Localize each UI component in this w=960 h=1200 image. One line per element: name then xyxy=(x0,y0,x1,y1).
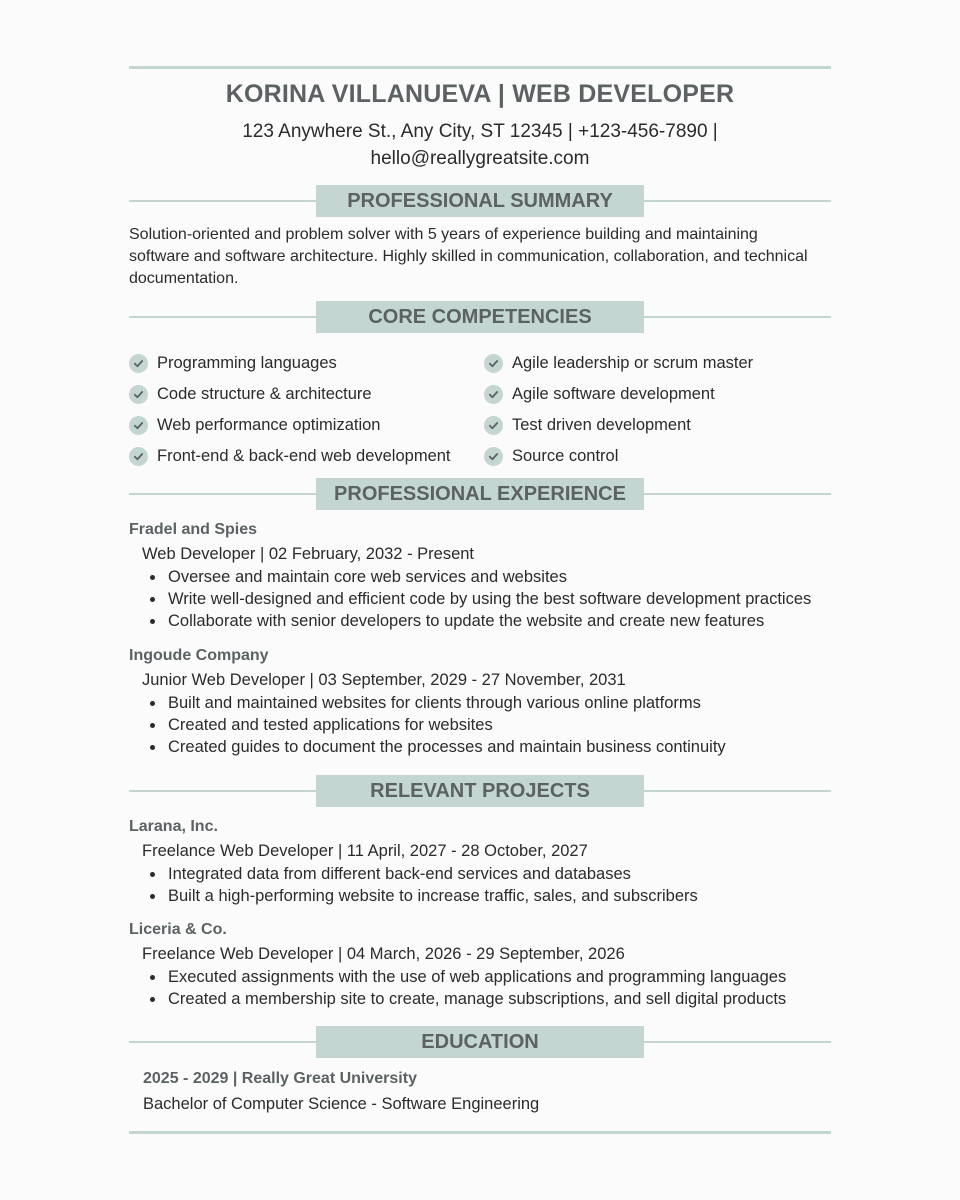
duty-item: Write well-designed and efficient code by using the best software development practices xyxy=(168,588,839,610)
job-role-dates: Web Developer | 02 February, 2032 - Present xyxy=(142,545,475,563)
duty-item: Created and tested applications for websites xyxy=(168,714,839,736)
check-circle-icon xyxy=(129,416,148,435)
bottom-divider xyxy=(129,1131,831,1134)
education-years-school: 2025 - 2029 | Really Great University xyxy=(143,1070,417,1087)
duty-item: Collaborate with senior developers to update the website and create new features xyxy=(168,610,839,632)
competency-item xyxy=(484,379,824,410)
project-tasks-list xyxy=(129,863,839,907)
contact-line-email: hello@reallygreatsite.com xyxy=(370,148,590,169)
client-name: Larana, Inc. xyxy=(129,818,218,835)
summary-text xyxy=(129,224,835,290)
competency-label: Code structure & architecture xyxy=(157,385,372,403)
section-title: PROFESSIONAL SUMMARY xyxy=(316,185,644,217)
section-header-competencies xyxy=(129,301,831,333)
experience-entry xyxy=(129,517,839,632)
task-item: Built a high-performing website to increase traffic, sales, and subscribers xyxy=(168,885,839,907)
task-item: Integrated data from different back-end services and databases xyxy=(168,863,839,885)
project-entry xyxy=(129,814,839,907)
task-item: Executed assignments with the use of web applications and programming languages xyxy=(168,966,839,988)
job-role-dates: Junior Web Developer | 03 September, 2029 - 27 November, 2031 xyxy=(142,671,626,689)
duty-item: Created guides to document the processes and maintain business continuity xyxy=(168,736,839,758)
section-title: CORE COMPETENCIES xyxy=(316,301,644,333)
contact-info xyxy=(200,118,760,172)
section-header-projects xyxy=(129,775,831,807)
competency-item xyxy=(129,441,469,472)
contact-line-address-phone: 123 Anywhere St., Any City, ST 12345 | +123-456-7890 | xyxy=(242,121,718,142)
education-entry xyxy=(129,1066,839,1116)
summary-line: Solution-oriented and problem solver with 5 years of experience building and maintaining xyxy=(129,226,758,243)
competency-label: Agile leadership or scrum master xyxy=(512,354,754,372)
competency-item xyxy=(129,410,469,441)
section-title: PROFESSIONAL EXPERIENCE xyxy=(316,478,644,510)
project-role-dates: Freelance Web Developer | 04 March, 2026 - 29 September, 2026 xyxy=(142,945,625,963)
resume-name-title: KORINA VILLANUEVA | WEB DEVELOPER xyxy=(225,80,735,108)
experience-entry xyxy=(129,643,839,758)
duties-list xyxy=(129,692,839,758)
competency-item xyxy=(484,441,824,472)
competency-item xyxy=(129,348,469,379)
check-circle-icon xyxy=(129,385,148,404)
competency-item xyxy=(484,348,824,379)
project-role-dates: Freelance Web Developer | 11 April, 2027 - 28 October, 2027 xyxy=(142,842,588,860)
check-circle-icon xyxy=(484,385,503,404)
company-name: Ingoude Company xyxy=(129,647,269,664)
section-header-summary xyxy=(129,185,831,217)
duties-list xyxy=(129,566,839,632)
check-circle-icon xyxy=(484,354,503,373)
company-name: Fradel and Spies xyxy=(129,521,258,538)
competency-label: Web performance optimization xyxy=(157,416,381,434)
project-entry xyxy=(129,917,839,1010)
section-title: RELEVANT PROJECTS xyxy=(316,775,644,807)
summary-line: documentation. xyxy=(129,270,239,287)
competency-item xyxy=(484,410,824,441)
check-circle-icon xyxy=(129,354,148,373)
section-header-experience xyxy=(129,478,831,510)
summary-line: software and software architecture. Highly skilled in communication, collaboration, and technical xyxy=(129,248,808,265)
check-circle-icon xyxy=(484,416,503,435)
competency-label: Programming languages xyxy=(157,354,337,372)
competency-label: Test driven development xyxy=(512,416,691,434)
duty-item: Oversee and maintain core web services and websites xyxy=(168,566,839,588)
competency-label: Source control xyxy=(512,447,619,465)
duty-item: Built and maintained websites for clients through various online platforms xyxy=(168,692,839,714)
competency-item xyxy=(129,379,469,410)
client-name: Liceria & Co. xyxy=(129,921,227,938)
top-divider xyxy=(129,66,831,69)
check-circle-icon xyxy=(484,447,503,466)
competency-label: Agile software development xyxy=(512,385,715,403)
check-circle-icon xyxy=(129,447,148,466)
competencies-column-right xyxy=(484,348,824,472)
project-tasks-list xyxy=(129,966,839,1010)
task-item: Created a membership site to create, manage subscriptions, and sell digital products xyxy=(168,988,839,1010)
education-degree: Bachelor of Computer Science - Software Engineering xyxy=(143,1095,540,1113)
competency-label: Front-end & back-end web development xyxy=(157,447,451,465)
section-title: EDUCATION xyxy=(316,1026,644,1058)
competencies-column-left xyxy=(129,348,469,472)
section-header-education xyxy=(129,1026,831,1058)
